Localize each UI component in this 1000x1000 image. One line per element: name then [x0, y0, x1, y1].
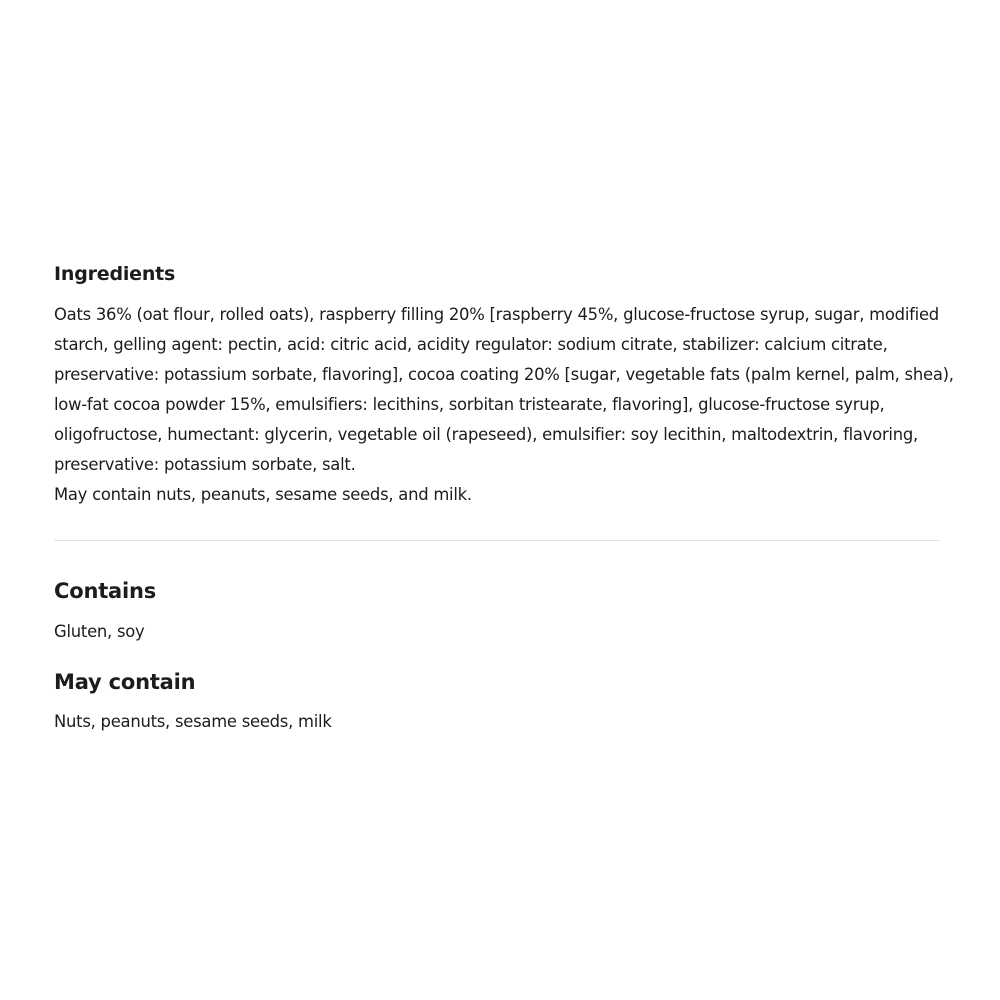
- ingredients-section: [54, 300, 954, 510]
- product-info-panel: [54, 0, 954, 1000]
- may-contain-heading: May contain: [54, 670, 196, 694]
- ingredients-allergen-note: May contain nuts, peanuts, sesame seeds, and milk.: [54, 485, 472, 504]
- contains-heading: Contains: [54, 579, 157, 603]
- ingredients-heading: Ingredients: [54, 263, 176, 285]
- section-divider: [54, 540, 940, 541]
- may-contain-value: Nuts, peanuts, sesame seeds, milk: [54, 712, 332, 731]
- contains-value: Gluten, soy: [54, 622, 145, 641]
- ingredients-text: Oats 36% (oat flour, rolled oats), raspberry filling 20% [raspberry 45%, glucose-fructose syrup, sugar, modified starch, gelling agent: pectin, acid: citric acid, acidity regulator: sodium citrate, stabilizer: calcium citrate, preservative: potassium sorbate, flavoring], cocoa coating 20% [sugar, vegetable fats (palm kernel, palm, shea), low-fat cocoa powder 15%, emulsifiers: lecithins, sorbitan tristearate, flavoring], glucose-fructose syrup, oligofructose, humectant: glycerin, vegetable oil (rapeseed), emulsifier: soy lecithin, maltodextrin, flavoring, preservative: potassium sorbate, salt.: [54, 305, 954, 474]
